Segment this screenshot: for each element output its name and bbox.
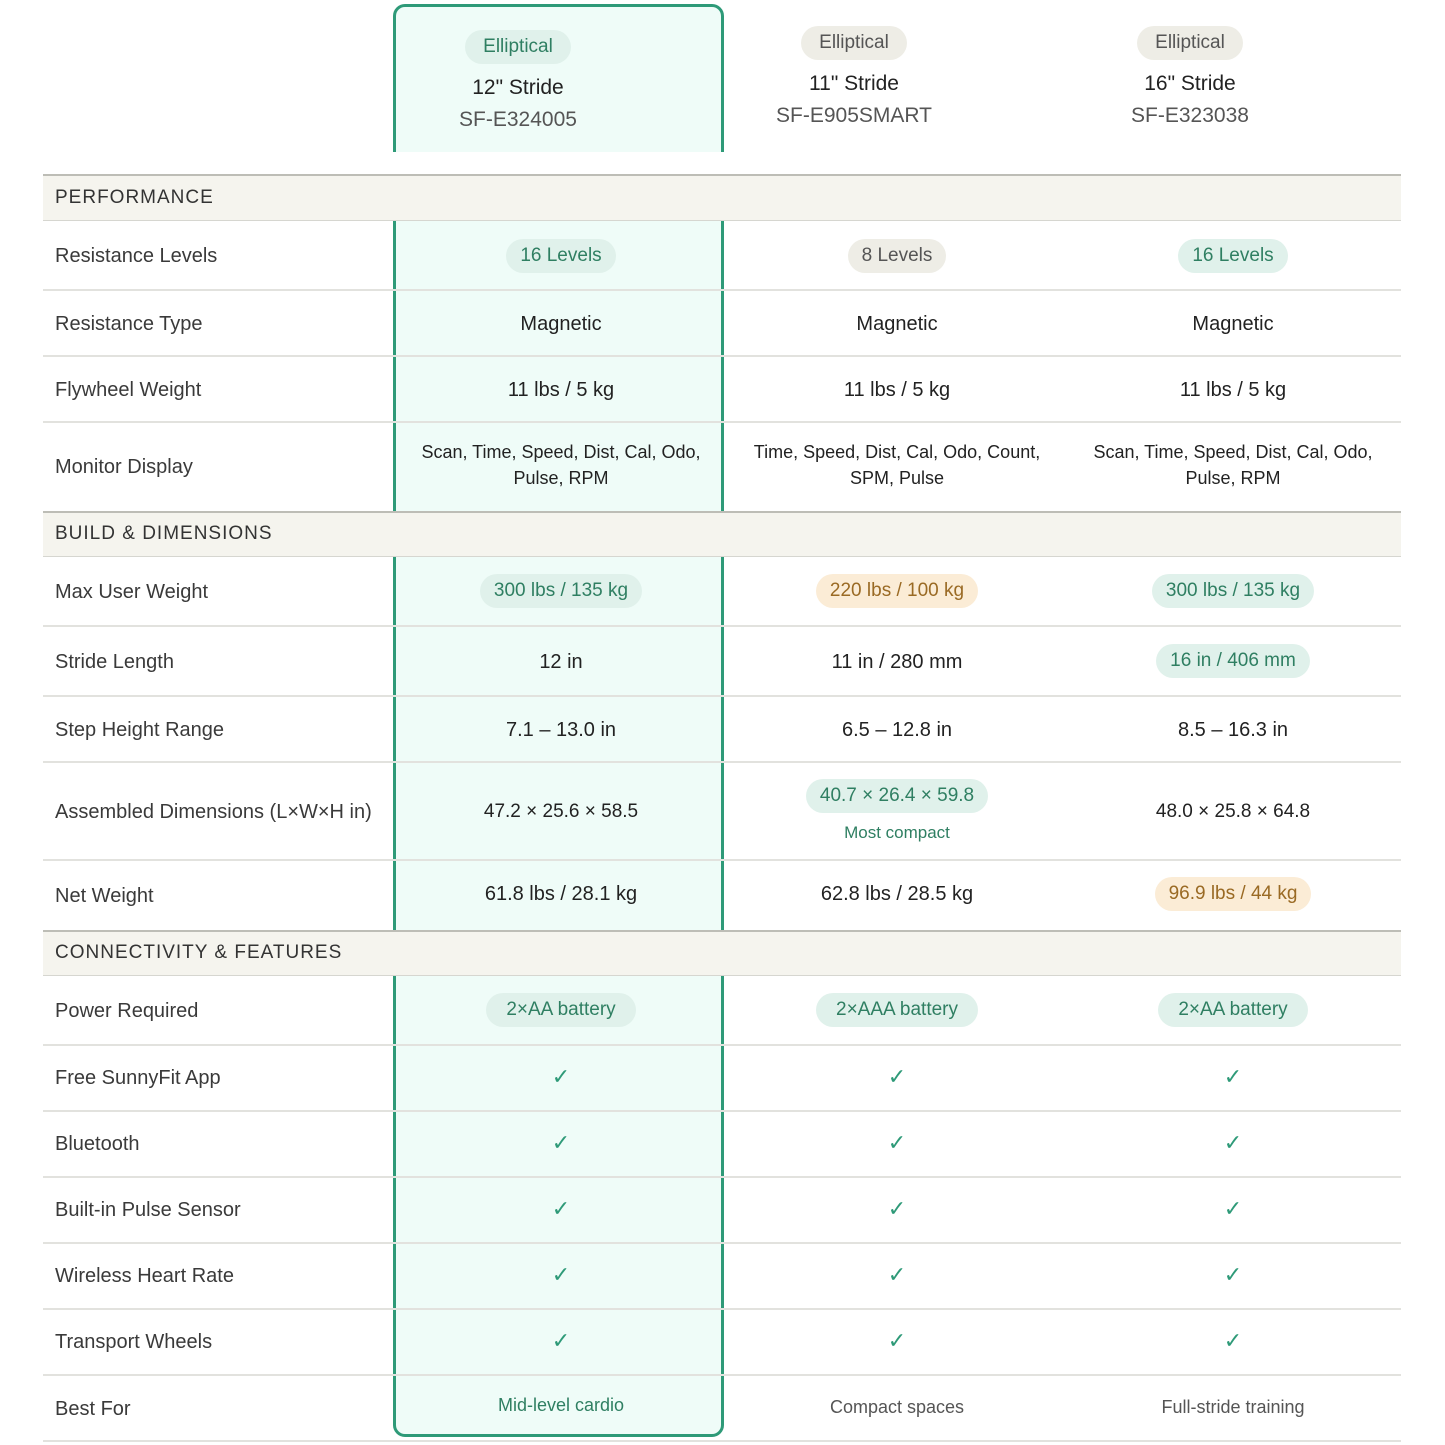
- row-label: Resistance Type: [55, 313, 203, 335]
- value-cell: 11 lbs / 5 kg: [1179, 379, 1287, 401]
- check-icon: ✓: [1223, 1262, 1243, 1287]
- value-cell: Scan, Time, Speed, Dist, Cal, Odo, Pulse, RPM: [1093, 442, 1373, 488]
- value-cell: 62.8 lbs / 28.5 kg: [820, 883, 974, 905]
- model-number: SF-E905SMART: [776, 104, 932, 127]
- value-pill: 220 lbs / 100 kg: [816, 574, 978, 608]
- value-pill: 16 Levels: [1178, 239, 1287, 273]
- check-icon: ✓: [887, 1064, 907, 1089]
- value-cell: 7.1 – 13.0 in: [505, 719, 617, 741]
- column-header-2: [686, 26, 1022, 128]
- model-number: SF-E323038: [1131, 104, 1249, 127]
- check-icon: ✓: [1223, 1328, 1243, 1353]
- row-label: Max User Weight: [55, 581, 209, 603]
- column-header-3: [1022, 26, 1358, 128]
- section-header-build: BUILD & DIMENSIONS: [43, 511, 1401, 557]
- stride-title: 12" Stride: [472, 76, 564, 99]
- value-cell: Magnetic: [520, 313, 602, 335]
- section-header-performance: PERFORMANCE: [43, 174, 1401, 221]
- section-header-connectivity: CONNECTIVITY & FEATURES: [43, 930, 1401, 976]
- value-pill: 40.7 × 26.4 × 59.8: [806, 779, 988, 813]
- row-label: Flywheel Weight: [55, 379, 202, 401]
- value-cell: Scan, Time, Speed, Dist, Cal, Odo, Pulse, RPM: [421, 442, 701, 488]
- stride-title: 16" Stride: [1144, 72, 1236, 95]
- row-label: Power Required: [55, 1000, 199, 1022]
- table-row-transport-wheels: [43, 1310, 1401, 1376]
- value-cell: 12 in: [539, 651, 583, 673]
- category-tag: Elliptical: [801, 26, 907, 60]
- table-row-resistance-levels: [43, 221, 1401, 291]
- row-label: Bluetooth: [55, 1133, 140, 1155]
- value-cell: 11 lbs / 5 kg: [843, 379, 951, 401]
- value-cell: Full-stride training: [1161, 1397, 1305, 1417]
- table-row-bluetooth: [43, 1112, 1401, 1178]
- row-label: Step Height Range: [55, 719, 225, 741]
- value-cell: 48.0 × 25.8 × 64.8: [1155, 801, 1311, 822]
- check-icon: ✓: [887, 1328, 907, 1353]
- check-icon: ✓: [551, 1130, 571, 1155]
- check-icon: ✓: [1223, 1130, 1243, 1155]
- table-row-net-weight: [43, 861, 1401, 931]
- table-row-max-user-weight: [43, 557, 1401, 627]
- table-row-wireless-heart-rate: [43, 1244, 1401, 1310]
- value-pill: 16 Levels: [506, 239, 615, 273]
- value-pill: 2×AAA battery: [816, 993, 978, 1027]
- category-tag: Elliptical: [1137, 26, 1243, 60]
- value-cell: Mid-level cardio: [497, 1395, 625, 1415]
- row-label: Transport Wheels: [55, 1331, 213, 1353]
- value-cell: 11 lbs / 5 kg: [507, 379, 615, 401]
- row-label: Net Weight: [55, 885, 154, 907]
- row-label: Free SunnyFit App: [55, 1067, 221, 1089]
- stride-title: 11" Stride: [809, 72, 899, 95]
- table-row-pulse-sensor: [43, 1178, 1401, 1244]
- table-row-free-app: [43, 1046, 1401, 1112]
- table-row-best-for: [43, 1376, 1401, 1442]
- row-label: Stride Length: [55, 651, 174, 673]
- row-label: Wireless Heart Rate: [55, 1265, 234, 1287]
- value-pill: 2×AA battery: [486, 993, 635, 1027]
- table-row-monitor-display: [43, 423, 1401, 511]
- value-pill: 96.9 lbs / 44 kg: [1155, 877, 1312, 911]
- check-icon: ✓: [551, 1064, 571, 1089]
- value-cell: Magnetic: [856, 313, 938, 335]
- row-label: Built-in Pulse Sensor: [55, 1199, 241, 1221]
- table-row-resistance-type: [43, 291, 1401, 357]
- value-cell: 61.8 lbs / 28.1 kg: [484, 883, 638, 905]
- table-row-flywheel-weight: [43, 357, 1401, 423]
- value-pill: 300 lbs / 135 kg: [1152, 574, 1314, 608]
- column-header-1: [350, 30, 686, 132]
- row-label: Resistance Levels: [55, 245, 218, 267]
- value-cell: Time, Speed, Dist, Cal, Odo, Count, SPM, Pulse: [753, 442, 1041, 488]
- check-icon: ✓: [551, 1328, 571, 1353]
- check-icon: ✓: [551, 1262, 571, 1287]
- model-number: SF-E324005: [459, 108, 577, 131]
- check-icon: ✓: [1223, 1064, 1243, 1089]
- table-row-step-height: [43, 697, 1401, 763]
- value-cell: 6.5 – 12.8 in: [841, 719, 953, 741]
- value-cell: Magnetic: [1192, 313, 1274, 335]
- table-row-assembled-dimensions: [43, 763, 1401, 861]
- value-pill: 8 Levels: [848, 239, 947, 273]
- value-cell: 8.5 – 16.3 in: [1177, 719, 1289, 741]
- value-pill: 2×AA battery: [1158, 993, 1307, 1027]
- table-row-stride-length: [43, 627, 1401, 697]
- check-icon: ✓: [1223, 1196, 1243, 1221]
- value-pill: 16 in / 406 mm: [1156, 644, 1310, 678]
- row-label: Best For: [55, 1398, 131, 1420]
- check-icon: ✓: [887, 1196, 907, 1221]
- value-cell: 47.2 × 25.6 × 58.5: [483, 801, 639, 822]
- check-icon: ✓: [551, 1196, 571, 1221]
- value-cell: Compact spaces: [829, 1397, 965, 1417]
- check-icon: ✓: [887, 1262, 907, 1287]
- row-label: Assembled Dimensions (L×W×H in): [55, 801, 372, 823]
- category-tag: Elliptical: [465, 30, 571, 64]
- most-compact-note: Most compact: [844, 823, 950, 842]
- table-row-power-required: [43, 976, 1401, 1046]
- row-label: Monitor Display: [55, 456, 193, 478]
- value-pill: 300 lbs / 135 kg: [480, 574, 642, 608]
- check-icon: ✓: [887, 1130, 907, 1155]
- value-cell: 11 in / 280 mm: [831, 651, 963, 673]
